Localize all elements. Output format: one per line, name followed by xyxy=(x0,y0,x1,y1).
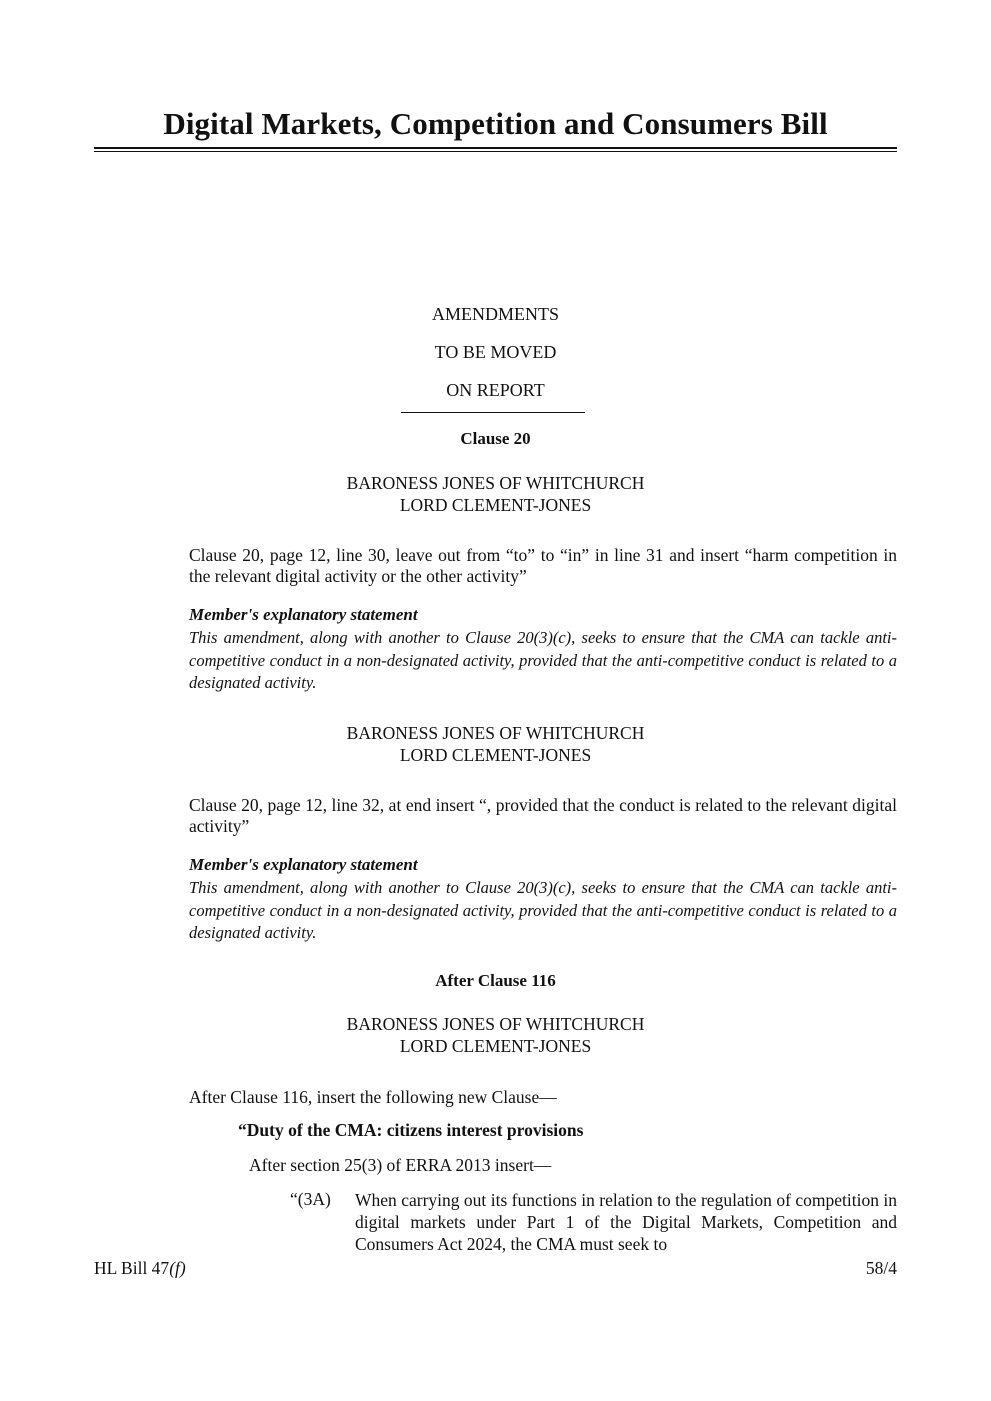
explanatory-statement-text: This amendment, along with another to Clause 20(3)(c), seeks to ensure that the CMA can tackle anti-competitive conduct in a non-designated activity, provided that the anti-competitive conduct is related to a designated activity. xyxy=(189,878,897,942)
sponsor-name: BARONESS JONES OF WHITCHURCH xyxy=(346,473,645,493)
heading-line-amendments: AMENDMENTS xyxy=(431,304,559,324)
sponsor-name: LORD CLEMENT-JONES xyxy=(399,745,592,765)
footer-page-reference: 58/4 xyxy=(865,1258,897,1278)
amendment-text: After Clause 116, insert the following new Clause— xyxy=(189,1087,557,1107)
explanatory-statement-title: Member's explanatory statement xyxy=(189,855,418,874)
bill-ref-prefix: HL Bill 47 xyxy=(94,1258,170,1278)
explanatory-statement-text: This amendment, along with another to Clause 20(3)(c), seeks to ensure that the CMA can tackle anti-competitive conduct in a non-designated activity, provided that the anti-competitive conduct is related to a designated activity. xyxy=(189,628,897,692)
title-rule-thin xyxy=(94,151,897,152)
amendments-heading xyxy=(0,304,991,418)
heading-line-to-be-moved: TO BE MOVED xyxy=(434,342,557,362)
sponsor-name: LORD CLEMENT-JONES xyxy=(399,1036,592,1056)
sponsor-block xyxy=(0,472,991,516)
amendment-text: Clause 20, page 12, line 30, leave out from “to” to “in” in line 31 and insert “harm competition in the relevant digital activity or the other activity” xyxy=(189,545,897,586)
subsection-text: When carrying out its functions in relation to the regulation of competition in digital markets under Part 1 of the Digital Markets, Competition and Consumers Act 2024, the CMA must seek to xyxy=(355,1190,897,1254)
sponsor-name: BARONESS JONES OF WHITCHURCH xyxy=(346,1014,645,1034)
sponsor-block xyxy=(0,722,991,766)
subsection-number: “(3A) xyxy=(290,1189,331,1209)
heading-rule xyxy=(401,412,585,413)
sponsor-block xyxy=(0,1013,991,1057)
insert-instruction: After section 25(3) of ERRA 2013 insert— xyxy=(249,1155,552,1175)
title-rule-thick xyxy=(94,147,897,149)
sponsor-name: BARONESS JONES OF WHITCHURCH xyxy=(346,723,645,743)
clause-heading: After Clause 116 xyxy=(435,971,556,990)
bill-ref-suffix: (f) xyxy=(169,1258,186,1278)
heading-line-on-report: ON REPORT xyxy=(446,380,545,400)
amendment-text: Clause 20, page 12, line 32, at end insert “, provided that the conduct is related to the relevant digital activity” xyxy=(189,795,897,836)
new-clause-title: “Duty of the CMA: citizens interest provisions xyxy=(238,1120,584,1140)
bill-title: Digital Markets, Competition and Consumers Bill xyxy=(163,106,828,141)
sponsor-name: LORD CLEMENT-JONES xyxy=(399,495,592,515)
footer-bill-reference xyxy=(94,1258,186,1279)
clause-heading: Clause 20 xyxy=(460,429,531,448)
explanatory-statement-title: Member's explanatory statement xyxy=(189,605,418,624)
